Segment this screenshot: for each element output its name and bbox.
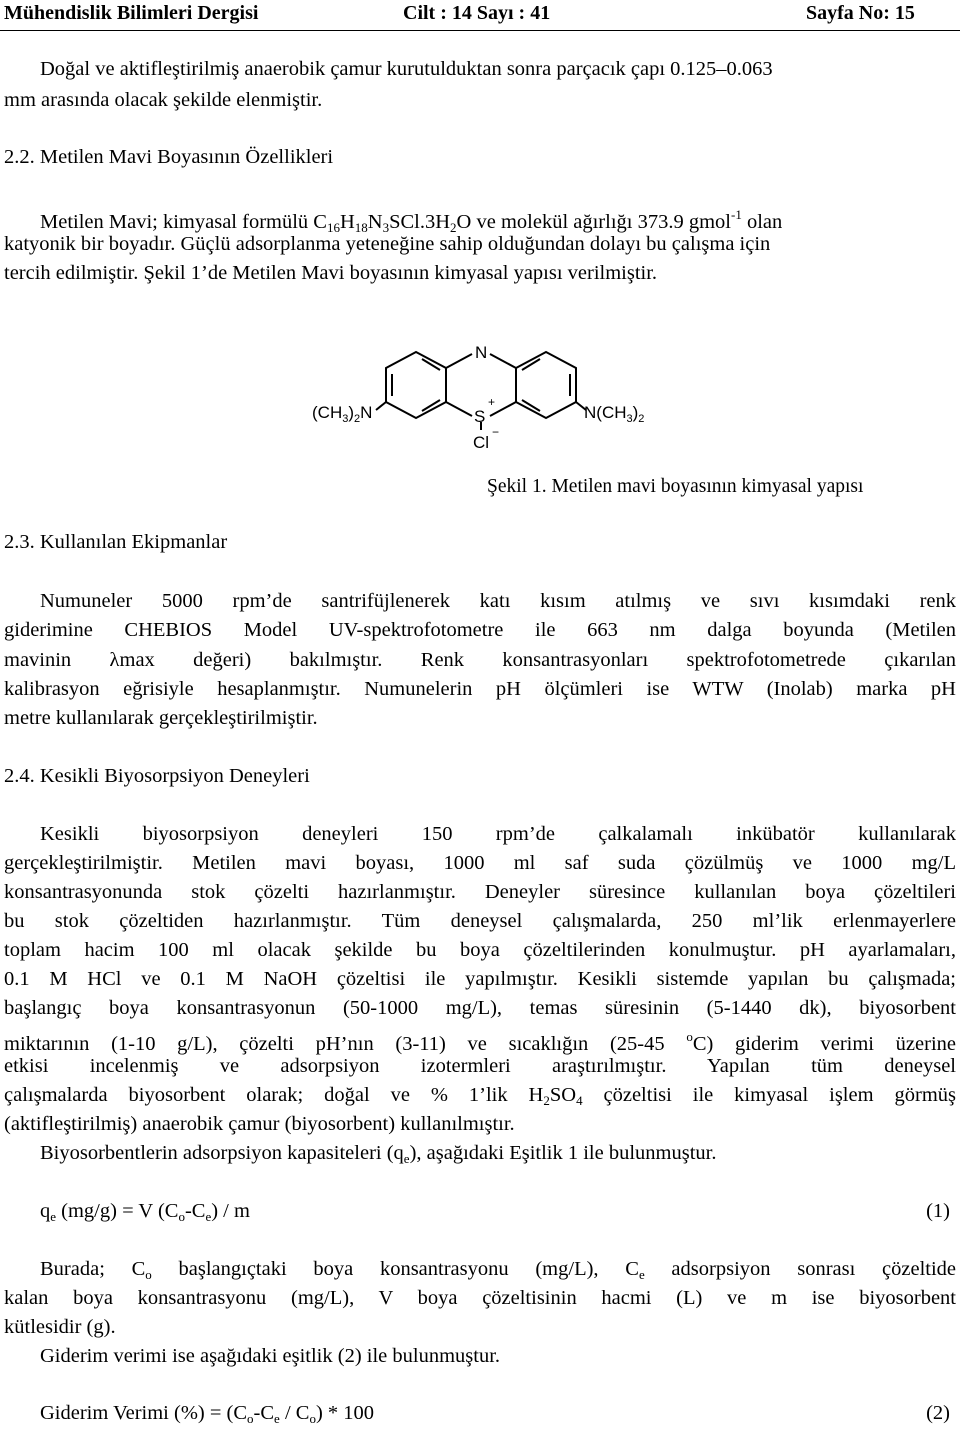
journal-name: Mühendislik Bilimleri Dergisi bbox=[4, 2, 259, 24]
section-2-4-line-3: konsantrasyonunda stok çözelti hazırlanmıştır. Deneyler süresince kullanılan boya çözeltileri bbox=[4, 881, 956, 903]
section-2-3-line-3: mavinin λmax değeri) bakılmıştır. Renk konsantrasyonları spektrofotometrede çıkarılan bbox=[4, 649, 956, 671]
intro-line-2: mm arasında olacak şekilde elenmiştir. bbox=[4, 89, 323, 111]
section-2-2-line-2: katyonik bir boyadır. Güçlü adsorplanma yeteneğine sahip olduğundan dolayı bu çalışma için bbox=[4, 233, 771, 255]
section-2-4-heading: 2.4. Kesikli Biyosorpsiyon Deneyleri bbox=[4, 765, 310, 787]
explanation-line-1: Burada; $C_o$ başlangıçtaki boya konsantrasyonu (mg/L), $C_e$ adsorpsiyon sonrası çözeltide bbox=[40, 1258, 957, 1282]
left-dimethylamino-group: $(CH_3)_2N$ bbox=[312, 403, 373, 425]
section-2-2-line-3: tercih edilmiştir. Şekil 1’de Metilen Mavi boyasının kimyasal yapısı verilmiştir. bbox=[4, 262, 658, 284]
volume-issue: Cilt : 14 Sayı : 41 bbox=[403, 2, 551, 24]
section-2-3-line-5: metre kullanılarak gerçekleştirilmiştir. bbox=[4, 707, 318, 729]
section-2-4-line-6: 0.1 M HCl ve 0.1 M NaOH çözeltisi ile yapılmıştır. Kesikli sistemde yapılan bu çalışmada; bbox=[4, 968, 956, 990]
sulfur-atom: S bbox=[474, 407, 486, 426]
section-2-3-line-1: Numuneler 5000 rpm’de santrifüjlenerek katı kısım atılmış ve sıvı kısımdaki renk bbox=[40, 590, 956, 612]
intro-line-1: Doğal ve aktifleştirilmiş anaerobik çamur kurutulduktan sonra parçacık çapı 0.125–0.063 bbox=[40, 58, 773, 80]
section-2-3-line-2: giderimine CHEBIOS Model UV-spektrofotometre ile 663 nm dalga boyunda (Metilen bbox=[4, 619, 956, 641]
section-2-4-line-7: başlangıç boya konsantrasyonun (50-1000 mg/L), temas süresinin (5-1440 dk), biyosorbent bbox=[4, 997, 956, 1019]
equation-2: Giderim Verimi (%) = $(C_o-C_e / C_o) * 100$ (2) bbox=[40, 1402, 950, 1426]
section-2-4-line-8: miktarının (1-10 g/L), çözelti pH’nın (3-11) ve sıcaklığın (25-45 $^o$C) giderim verimi üzerine bbox=[4, 1029, 956, 1055]
section-2-4-line-10: çalışmalarda biyosorbent olarak; doğal ve % 1’lik $H_2SO_4$ çözeltisi ile kimyasal işlem görmüş bbox=[4, 1084, 956, 1108]
section-2-4-line-12: Biyosorbentlerin adsorpsiyon kapasiteleri $(q_e)$, aşağıdaki Eşitlik 1 ile bulunmuştur. bbox=[40, 1142, 717, 1166]
nitrogen-atom: N bbox=[475, 343, 488, 362]
section-2-4-line-2: gerçekleştirilmiştir. Metilen mavi boyası, 1000 ml saf suda çözülmüş ve 1000 mg/L bbox=[4, 852, 956, 874]
section-2-3-heading: 2.3. Kullanılan Ekipmanlar bbox=[4, 531, 228, 553]
page-number: Sayfa No: 15 bbox=[806, 2, 915, 24]
section-2-4-line-5: toplam hacim 100 ml olacak şekilde bu boya çözeltilerinden konulmuştur. pH ayarlamaları, bbox=[4, 939, 956, 961]
running-header bbox=[0, 0, 960, 31]
explanation-line-2: kalan boya konsantrasyonu (mg/L), V boya çözeltisinin hacmi (L) ve m ise biyosorbent bbox=[4, 1287, 956, 1309]
section-2-4-line-4: bu stok çözeltiden hazırlanmıştır. Tüm deneysel çalışmalarda, 250 ml’lik erlenmayerlere bbox=[4, 910, 956, 932]
section-2-4-line-9: etkisi incelenmiş ve adsorpsiyon izotermleri araştırılmıştır. Yapılan tüm deneysel bbox=[4, 1055, 956, 1077]
right-dimethylamino-group: $N(CH_3)_2$ bbox=[584, 403, 645, 425]
chloride-ion: Cl bbox=[473, 433, 490, 452]
equation-1-number: (1) bbox=[926, 1200, 950, 1222]
section-2-2-heading: 2.2. Metilen Mavi Boyasının Özellikleri bbox=[4, 146, 334, 168]
section-2-4-line-1: Kesikli biyosorpsiyon deneyleri 150 rpm’de çalkalamalı inkübatör kullanılarak bbox=[40, 823, 956, 845]
equation-2-number: (2) bbox=[926, 1402, 950, 1424]
explanation-line-4: Giderim verimi ise aşağıdaki eşitlik (2) ile bulunmuştur. bbox=[40, 1345, 501, 1367]
sulfur-charge: + bbox=[488, 395, 496, 409]
equation-1: $q_e$ (mg/g) = V $(C_o-C_e)$ / m (1) bbox=[40, 1200, 950, 1224]
section-2-2-line-1: Metilen Mavi; kimyasal formülü $C_{16}H_{18}N_3SCl.3H_2O$ ve molekül ağırlığı 373.9 gmol$^{-1}$ olan bbox=[40, 207, 783, 235]
section-2-3-line-4: kalibrasyon eğrisiyle hesaplanmıştır. Numunelerin pH ölçümleri ise WTW (Inolab) marka pH bbox=[4, 678, 956, 700]
explanation-line-3: kütlesidir (g). bbox=[4, 1316, 116, 1338]
chloride-charge: − bbox=[492, 425, 500, 439]
methylene-blue-structure bbox=[308, 340, 658, 460]
figure-caption: Şekil 1. Metilen mavi boyasının kimyasal yapısı bbox=[487, 476, 864, 497]
section-2-4-line-11: (aktifleştirilmiş) anaerobik çamur (biyosorbent) kullanılmıştır. bbox=[4, 1113, 515, 1135]
